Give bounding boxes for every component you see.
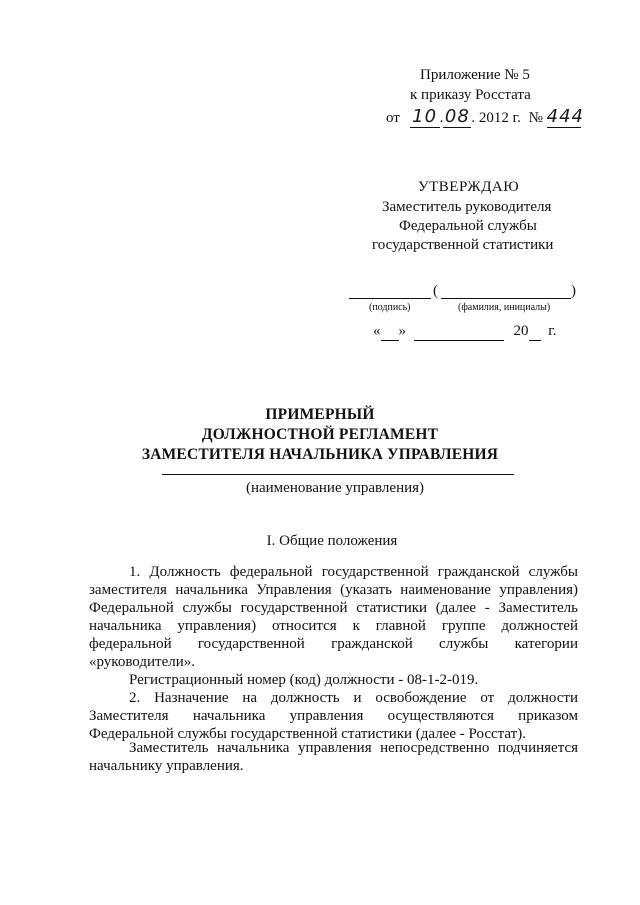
department-caption: (наименование управления)	[245, 480, 425, 496]
year-prefix: 20	[513, 323, 529, 339]
date-separator: .	[439, 110, 444, 126]
paragraph-registration-code: Регистрационный номер (код) должности - 08-1-2-019.	[129, 672, 479, 688]
name-open-paren: (	[433, 283, 438, 299]
year-suffix: г.	[548, 323, 557, 339]
date-close-quote: »	[398, 323, 406, 339]
approval-date-line	[373, 322, 556, 341]
approval-line-1: Заместитель руководителя	[382, 199, 552, 215]
approval-line-3: государственной статистики	[372, 237, 554, 253]
doc-title-line-2: ДОЛЖНОСТНОЙ РЕГЛАМЕНТ	[201, 426, 439, 443]
date-prefix: от	[386, 110, 400, 126]
date-open-quote: «	[373, 323, 381, 339]
year-blank	[529, 322, 541, 341]
doc-title-line-1: ПРИМЕРНЫЙ	[265, 406, 375, 423]
paragraph-2: 2. Назначение на должность и освобождение от должности Заместителя начальника управления осуществляются приказом Федеральной службы государственной статистики (далее - Росстат).	[89, 690, 578, 742]
paragraph-3: Заместитель начальника управления непосредственно подчиняется начальнику управления.	[89, 740, 578, 774]
paragraph-1: 1. Должность федеральной государственной гражданской службы заместителя начальника Управления (указать наименование управления) Федеральной службы государственной статистики (далее - Заместитель начальника управления) относится к главной группе должностей федеральной государственной гражданской службы категории «руководители».	[89, 564, 578, 670]
date-day-handwritten: 10	[410, 108, 440, 128]
date-year: . 2012 г.	[471, 110, 521, 126]
month-blank	[414, 322, 504, 341]
signature-line	[349, 298, 431, 299]
doc-title-line-3: ЗАМЕСТИТЕЛЯ НАЧАЛЬНИКА УПРАВЛЕНИЯ	[141, 446, 499, 463]
name-close-paren: )	[571, 283, 576, 299]
appendix-number: Приложение № 5	[420, 67, 530, 83]
order-number-handwritten: 444	[546, 106, 584, 127]
approval-heading: УТВЕРЖДАЮ	[418, 179, 520, 195]
day-blank	[381, 322, 399, 341]
order-number-prefix: №	[528, 110, 543, 126]
name-caption: (фамилия, инициалы)	[458, 302, 551, 313]
section-heading: I. Общие положения	[266, 533, 398, 549]
name-line	[441, 298, 571, 299]
date-month-handwritten: 08	[444, 106, 470, 127]
department-line	[162, 474, 514, 475]
appendix-date-line	[386, 106, 584, 128]
approval-line-2: Федеральной службы	[399, 218, 537, 234]
appendix-order-ref: к приказу Росстата	[410, 87, 531, 103]
signature-caption: (подпись)	[369, 302, 411, 313]
